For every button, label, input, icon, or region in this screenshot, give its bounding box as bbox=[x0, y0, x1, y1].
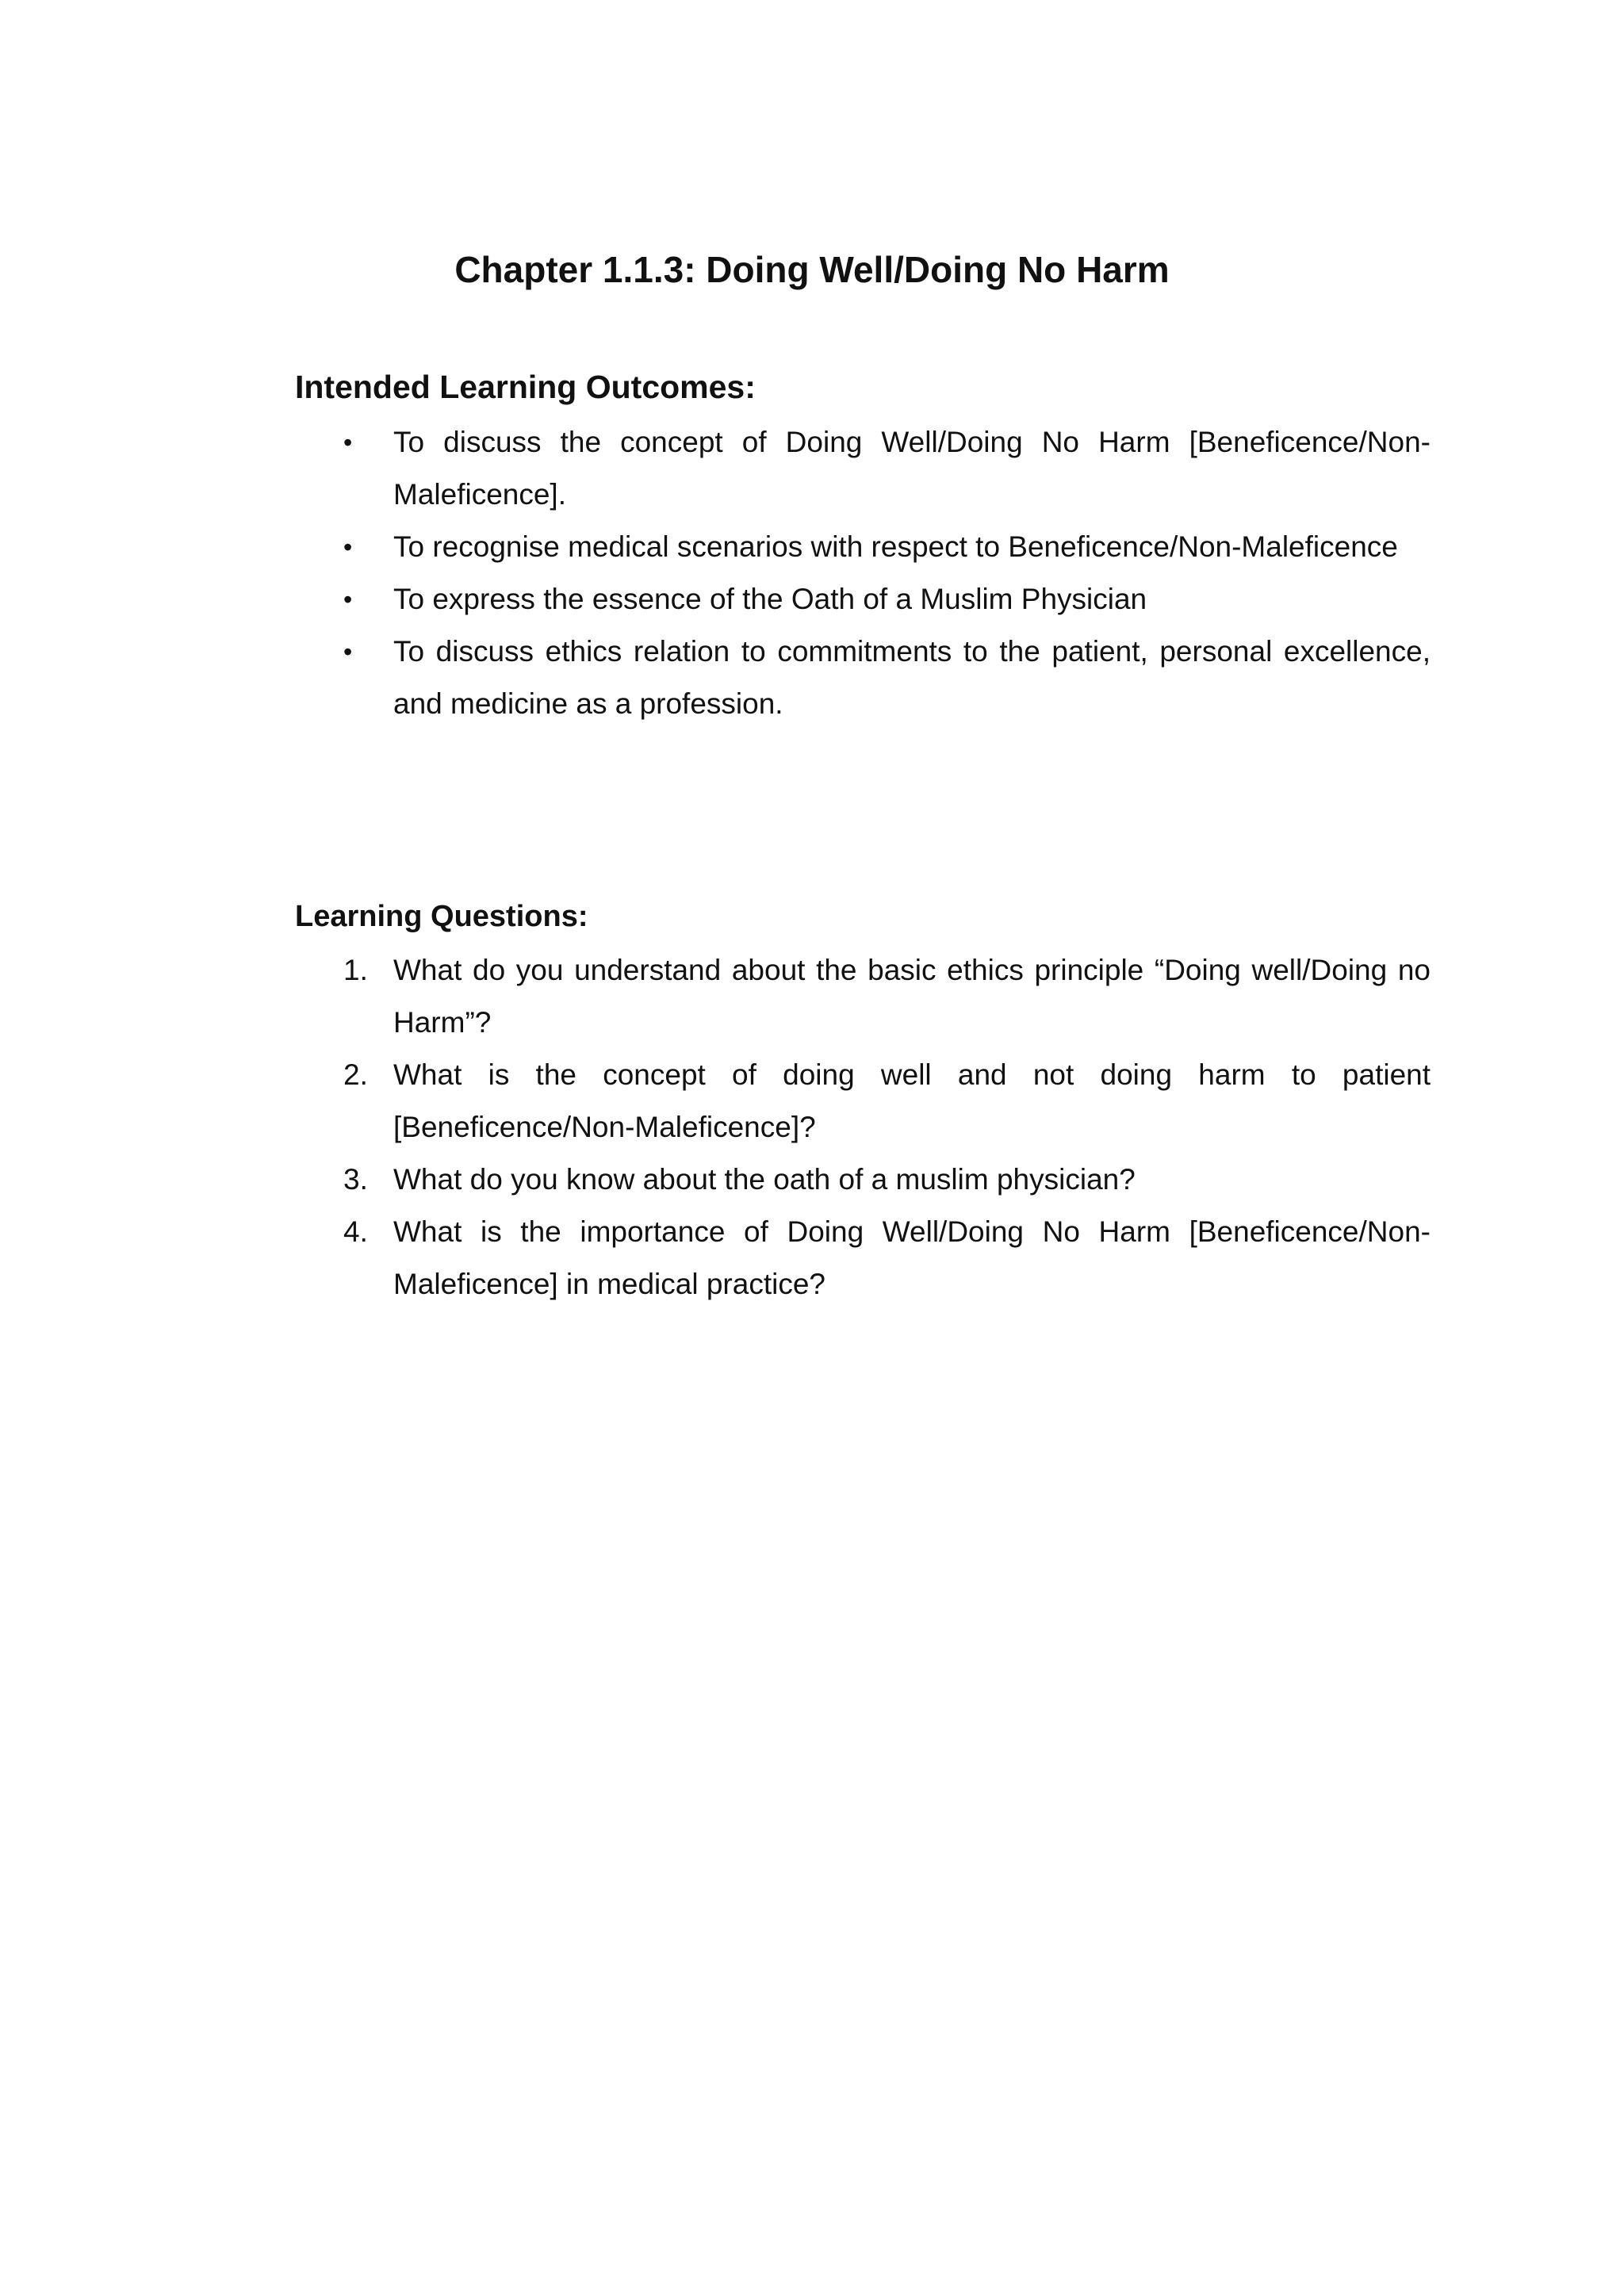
learning-question-item bbox=[295, 944, 1431, 1049]
learning-question-item bbox=[295, 1049, 1431, 1154]
question-number: 4. bbox=[343, 1215, 368, 1248]
learning-outcomes-heading: Intended Learning Outcomes: bbox=[295, 369, 756, 405]
learning-outcome-item bbox=[295, 521, 1431, 573]
learning-question-text: What is the concept of doing well and not doing harm to patient [Beneficence/Non-Maleficence]? bbox=[393, 1058, 1431, 1143]
bullet-icon: • bbox=[343, 585, 353, 614]
learning-outcome-text: To discuss the concept of Doing Well/Doing No Harm [Beneficence/Non-Maleficence]. bbox=[393, 426, 1431, 511]
bullet-icon: • bbox=[343, 637, 353, 666]
question-number: 2. bbox=[343, 1058, 368, 1091]
bullet-icon: • bbox=[343, 533, 353, 561]
learning-questions-heading: Learning Questions: bbox=[295, 900, 588, 933]
learning-question-item bbox=[295, 1206, 1431, 1311]
bullet-icon: • bbox=[343, 428, 353, 457]
chapter-title: Chapter 1.1.3: Doing Well/Doing No Harm bbox=[454, 249, 1170, 290]
question-number: 1. bbox=[343, 954, 368, 986]
learning-outcome-item bbox=[295, 573, 1431, 626]
learning-outcome-text: To discuss ethics relation to commitments to the patient, personal excellence, and medicine as a profession. bbox=[393, 635, 1431, 720]
learning-question-text: What do you know about the oath of a muslim physician? bbox=[393, 1163, 1136, 1196]
learning-outcome-item bbox=[295, 416, 1431, 521]
learning-outcome-text: To express the essence of the Oath of a Muslim Physician bbox=[393, 583, 1147, 615]
question-number: 3. bbox=[343, 1163, 368, 1196]
learning-question-text: What is the importance of Doing Well/Doing No Harm [Beneficence/Non-Maleficence] in medical practice? bbox=[393, 1215, 1431, 1300]
learning-questions-list bbox=[295, 944, 1431, 1311]
learning-question-item bbox=[295, 1154, 1431, 1206]
learning-outcome-text: To recognise medical scenarios with respect to Beneficence/Non-Maleficence bbox=[393, 530, 1398, 563]
learning-outcome-item bbox=[295, 626, 1431, 730]
learning-outcomes-list bbox=[295, 416, 1431, 730]
learning-question-text: What do you understand about the basic ethics principle “Doing well/Doing no Harm”? bbox=[393, 954, 1431, 1039]
